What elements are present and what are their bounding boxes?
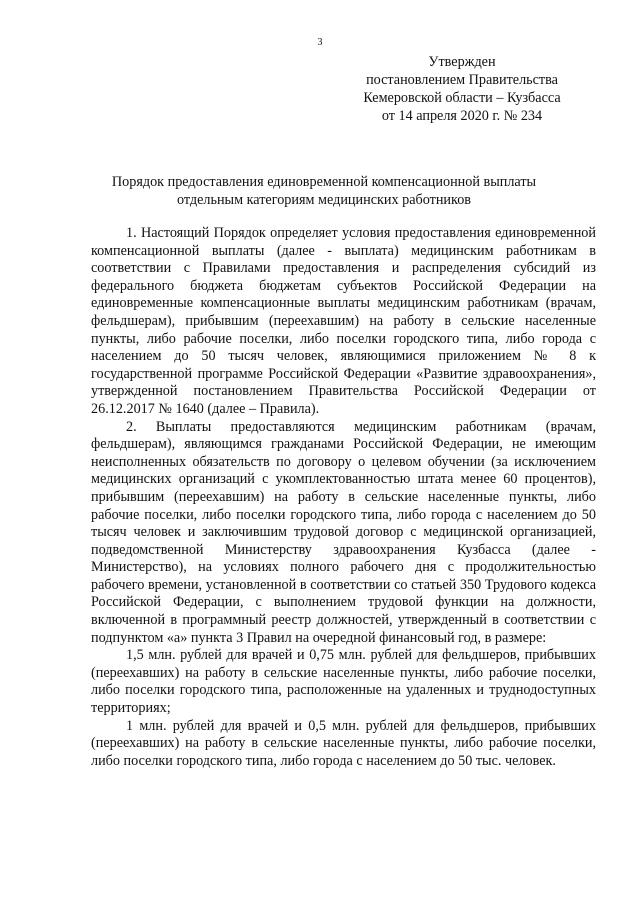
page-number: 3 [317,37,323,48]
paragraph-2: 2. Выплаты предоставляются медицинским работникам (врачам, фельдшерам), являющимся гражданами Российской Федерации, не имеющим неисполненных обязательств по договору о целевом обучении (за исключением медицинских организаций с укомплектованностью штата менее 60 процентов), прибывшим (переехавшим) на работу в сельские населенные пункты, либо рабочие поселки, либо поселки городского типа, либо города с населением до 50 тысяч человек и заключившим трудовой договор с медицинской организацией, подведомственной Министерству здравоохранения Кузбасса (далее - Министерство), на условиях полного рабочего дня с продолжительностью рабочего времени, установленной в соответствии со статьей 350 Трудового кодекса Российской Федерации, с выполнением трудовой функции на должности, включенной в программный реестр должностей, утвержденный в соответствии с подпунктом «а» пункта 3 Правил на очередной финансовый год, в размере: [91,418,596,646]
approval-line-4: от 14 апреля 2020 г. № 234 [381,108,543,124]
title-line-1: Порядок предоставления единовременной компенсационной выплаты [111,174,537,190]
document-body [91,225,596,770]
paragraph-1: 1. Настоящий Порядок определяет условия предоставления единовременной компенсационной выплаты (далее - выплата) медицинским работникам в соответствии с Правилами предоставления и распределения субсидий из федерального бюджета бюджетам субъектов Российской Федерации на единовременные компенсационные выплаты медицинским работникам (врачам, фельдшерам), прибывшим (переехавшим) на работу в сельские населенные пункты, либо рабочие поселки, либо поселки городского типа, либо города с населением до 50 тысяч человек, являющимися приложением № 8 к государственной программе Российской Федерации «Развитие здравоохранения», утвержденной постановлением Правительства Российской Федерации от 26.12.2017 № 1640 (далее – Правила). [91,225,596,417]
paragraph-4: 1 млн. рублей для врачей и 0,5 млн. рублей для фельдшеров, прибывших (переехавших) на работу в сельские населенные пункты, либо рабочие поселки, либо поселки городского типа, либо города с населением до 50 тыс. человек. [91,717,596,769]
document-title [80,174,568,209]
paragraph-3: 1,5 млн. рублей для врачей и 0,75 млн. рублей для фельдшеров, прибывших (переехавших) на работу в сельские населенные пункты, либо рабочие поселки, либо поселки городского типа, расположенные на удаленных и труднодоступных территориях; [91,647,596,717]
title-line-2: отдельным категориям медицинских работников [176,191,471,208]
approval-block [340,53,584,125]
approval-line-1: Утвержден [428,54,496,70]
approval-line-2: постановлением Правительства [366,72,558,88]
approval-line-3: Кемеровской области – Кузбасса [363,90,561,106]
